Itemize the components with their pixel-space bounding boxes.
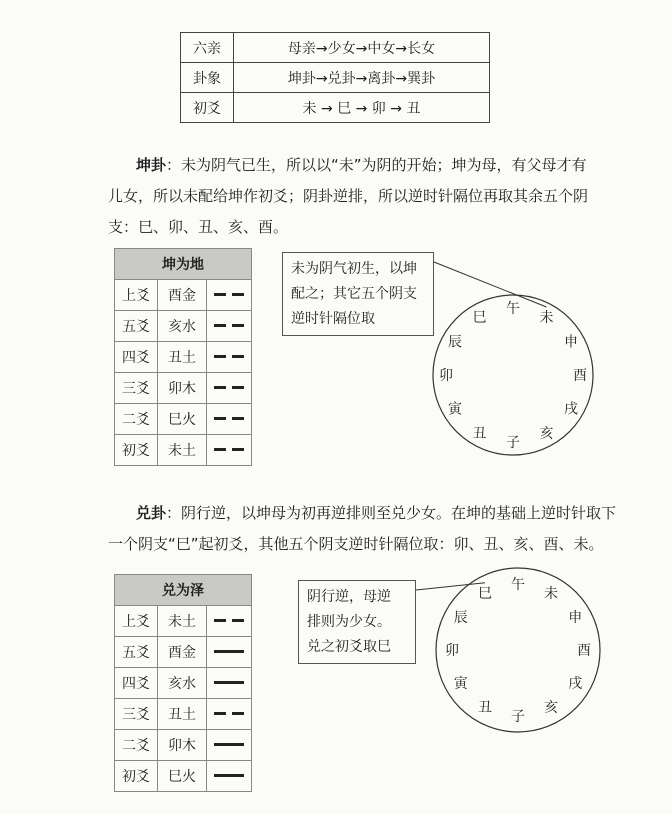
table-value: 坤卦→兑卦→离卦→巽卦 bbox=[234, 63, 490, 93]
branch-element: 丑土 bbox=[158, 699, 207, 730]
yao-label: 上爻 bbox=[115, 280, 158, 311]
branch-label: 子 bbox=[506, 435, 520, 451]
dui-note-line: 阴行逆，母逆 bbox=[307, 589, 391, 605]
yang-line-icon bbox=[214, 678, 244, 688]
table-key: 初爻 bbox=[181, 93, 234, 123]
branch-label: 丑 bbox=[478, 700, 492, 717]
dui-note-line: 兑之初爻取巳 bbox=[307, 639, 391, 655]
kun-note-line: 配之；其它五个阴支 bbox=[291, 286, 417, 302]
branch-element: 巳火 bbox=[158, 761, 207, 792]
branch-element: 卯木 bbox=[158, 730, 207, 761]
table-row bbox=[115, 761, 252, 792]
branch-label: 申 bbox=[564, 334, 578, 351]
table-key: 六亲 bbox=[181, 33, 234, 63]
yao-label: 四爻 bbox=[115, 342, 158, 373]
branch-label: 寅 bbox=[453, 676, 468, 692]
line-cell bbox=[207, 761, 252, 792]
kun-note-line: 未为阴气初生，以坤 bbox=[291, 261, 417, 277]
branch-label: 卯 bbox=[439, 368, 453, 384]
branch-label: 巳 bbox=[478, 585, 492, 602]
table-row bbox=[115, 730, 252, 761]
branch-label: 未 bbox=[539, 310, 554, 326]
yang-line-icon bbox=[214, 771, 244, 781]
branch-label: 戌 bbox=[568, 676, 583, 692]
table-value: 母亲→少女→中女→长女 bbox=[234, 33, 490, 63]
branch-element: 巳火 bbox=[158, 404, 207, 435]
yang-line-icon bbox=[214, 740, 244, 750]
kun-text-line2: 儿女，所以未配给坤作初爻；阴卦逆排，所以逆时针隔位再取其余五个阴 bbox=[108, 187, 589, 205]
yao-label: 初爻 bbox=[115, 761, 158, 792]
table-row bbox=[115, 606, 252, 637]
branch-label: 午 bbox=[506, 301, 520, 317]
dui-note-box bbox=[298, 580, 416, 664]
branch-circle bbox=[433, 262, 593, 455]
dui-text-line2: 一个阴支“巳”起初爻，其他五个阴支逆时针隔位取：卯、丑、亥、酉、未。 bbox=[108, 535, 604, 553]
table-key: 卦象 bbox=[181, 63, 234, 93]
yin-line-icon bbox=[214, 616, 244, 626]
kun-text-line1: ：未为阴气已生，所以以“未”为阴的开始；坤为母，有父母才有 bbox=[166, 156, 587, 174]
dui-heading: 兑卦 bbox=[136, 504, 167, 522]
branch-label: 巳 bbox=[472, 310, 487, 326]
branch-circle bbox=[416, 568, 600, 732]
branch-element: 亥水 bbox=[158, 668, 207, 699]
yao-label: 初爻 bbox=[115, 435, 158, 466]
table-row bbox=[115, 668, 252, 699]
table-row bbox=[115, 699, 252, 730]
yin-line-icon bbox=[214, 709, 244, 719]
branch-element: 卯木 bbox=[158, 373, 207, 404]
branch-element: 丑土 bbox=[158, 342, 207, 373]
branch-label: 子 bbox=[511, 709, 525, 725]
yao-label: 二爻 bbox=[115, 404, 158, 435]
yao-label: 上爻 bbox=[115, 606, 158, 637]
branch-element: 未土 bbox=[158, 435, 207, 466]
branch-label: 亥 bbox=[539, 426, 554, 442]
circle-outline bbox=[433, 295, 593, 455]
yao-label: 二爻 bbox=[115, 730, 158, 761]
branch-label: 卯 bbox=[445, 643, 459, 659]
yao-label: 三爻 bbox=[115, 699, 158, 730]
kun-text-line3: 支：巳、卯、丑、亥、酉。 bbox=[108, 218, 289, 236]
branch-label: 酉 bbox=[573, 368, 587, 384]
table-value: 未 → 巳 → 卯 → 丑 bbox=[234, 93, 490, 123]
branch-element: 亥水 bbox=[158, 311, 207, 342]
branch-element: 酉金 bbox=[158, 280, 207, 311]
yao-label: 五爻 bbox=[115, 637, 158, 668]
kun-note-line: 逆时针隔位取 bbox=[291, 311, 375, 327]
branch-label: 亥 bbox=[544, 700, 558, 717]
line-cell bbox=[207, 730, 252, 761]
dui-note-line: 排则为少女。 bbox=[307, 614, 391, 630]
dui-text-line1: ：阴行逆，以坤母为初再逆排则至兑少女。在坤的基础上逆时针取下 bbox=[166, 504, 617, 522]
branch-label: 申 bbox=[568, 610, 583, 626]
line-cell bbox=[207, 606, 252, 637]
line-cell bbox=[207, 668, 252, 699]
table-row bbox=[115, 637, 252, 668]
line-cell bbox=[207, 699, 252, 730]
yao-label: 三爻 bbox=[115, 373, 158, 404]
dui-hexagram-table bbox=[114, 574, 252, 792]
branch-label: 酉 bbox=[577, 643, 591, 659]
branch-element: 酉金 bbox=[158, 637, 207, 668]
branch-label: 未 bbox=[544, 585, 558, 602]
branch-label: 午 bbox=[511, 577, 525, 593]
kun-pointer-line bbox=[434, 262, 547, 307]
dui-paragraph bbox=[108, 498, 618, 560]
branch-label: 戌 bbox=[564, 401, 578, 418]
branch-label: 丑 bbox=[472, 426, 487, 442]
dui-table-title: 兑为泽 bbox=[115, 575, 252, 606]
yao-label: 五爻 bbox=[115, 311, 158, 342]
branch-element: 未土 bbox=[158, 606, 207, 637]
branch-label: 辰 bbox=[448, 334, 462, 351]
branch-label: 辰 bbox=[453, 610, 468, 626]
kun-heading: 坤卦 bbox=[136, 156, 167, 174]
yao-label: 四爻 bbox=[115, 668, 158, 699]
yang-line-icon bbox=[214, 647, 244, 657]
kun-table-title: 坤为地 bbox=[115, 249, 252, 280]
dui-pointer-line bbox=[416, 583, 485, 590]
branch-label: 寅 bbox=[448, 401, 462, 418]
line-cell bbox=[207, 637, 252, 668]
